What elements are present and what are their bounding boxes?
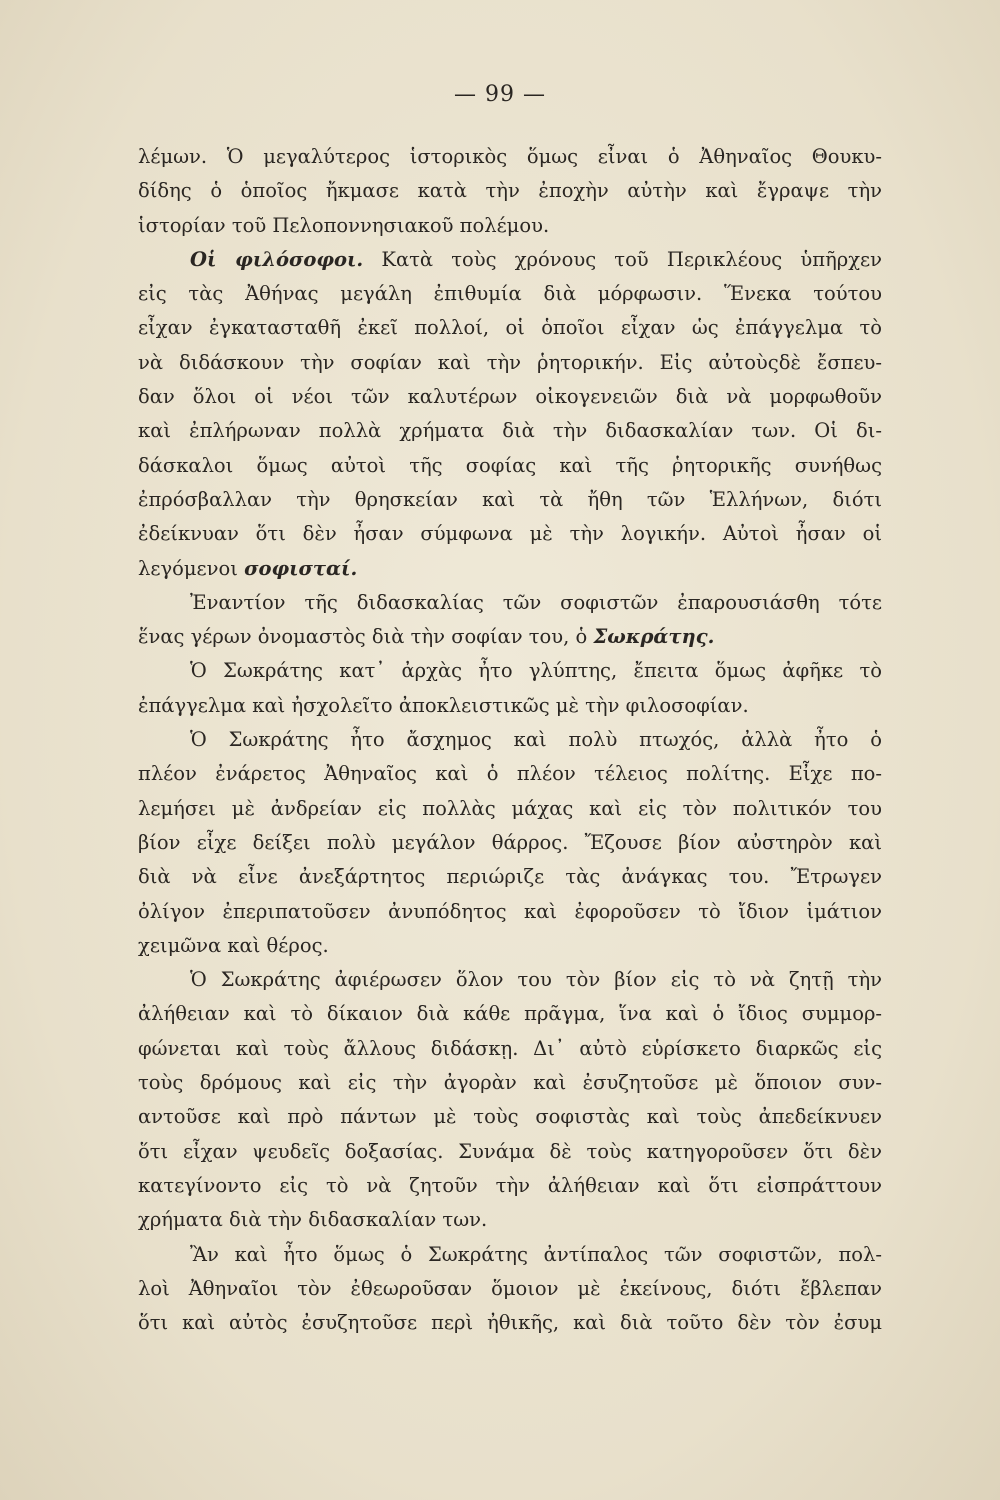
line-text: Ἂν καὶ ἦτο ὅμως ὁ Σωκράτης ἀντίπαλος τῶν σοφιστῶν, πολ- <box>190 1242 882 1266</box>
line-text: ἐπάγγελμα καὶ ἠσχολεῖτο ἀποκλειστικῶς μὲ τὴν φιλοσοφίαν. <box>138 693 749 717</box>
text-line <box>138 586 882 620</box>
line-text: λεγόμενοι <box>138 556 245 580</box>
text-line <box>138 1032 882 1066</box>
emphasis-term: Σωκράτης. <box>593 625 715 649</box>
line-text: κατεγίνοντο εἰς τὸ νὰ ζητοῦν τὴν ἀλήθειαν καὶ ὅτι εἰσπράττουν <box>138 1173 882 1197</box>
line-text: καὶ ἐπλήρωναν πολλὰ χρήματα διὰ τὴν διδασκαλίαν των. Οἱ δι- <box>138 419 882 443</box>
line-text: Ὁ Σωκράτης κατ᾽ ἀρχὰς ἦτο γλύπτης, ἔπειτα ὅμως ἀφῆκε τὸ <box>190 659 882 683</box>
line-text: νὰ διδάσκουν τὴν σοφίαν καὶ τὴν ῥητορικήν. Εἰς αὐτοὺςδὲ ἔσπευ- <box>138 350 882 374</box>
line-text: Κατὰ τοὺς χρόνους τοῦ Περικλέους ὑπῆρχεν <box>363 247 882 271</box>
line-text: ἐπρόσβαλλαν τὴν θρησκείαν καὶ τὰ ἤθη τῶν Ἑλλήνων, διότι <box>138 487 882 511</box>
text-line <box>138 860 882 894</box>
text-line <box>138 1238 882 1272</box>
line-text: δαν ὅλοι οἱ νέοι τῶν καλυτέρων οἰκογενειῶν διὰ νὰ μορφωθοῦν <box>138 385 882 409</box>
text-line <box>138 620 882 654</box>
text-line <box>138 792 882 826</box>
line-text: ὀλίγον ἐπεριπατοῦσεν ἀνυπόδητος καὶ ἐφοροῦσεν τὸ ἴδιον ἱμάτιον <box>138 899 882 923</box>
line-text: εἶχαν ἐγκατασταθῆ ἐκεῖ πολλοί, οἱ ὁποῖοι εἶχαν ὡς ἐπάγγελμα τὸ <box>138 316 882 340</box>
line-text: φώνεται καὶ τοὺς ἄλλους διδάσκῃ. Δι᾽ αὐτὸ εὑρίσκετο διαρκῶς εἰς <box>138 1036 882 1060</box>
section-heading: Οἱ φιλόσοφοι. <box>190 247 364 271</box>
line-text: διὰ νὰ εἶνε ἀνεξάρτητος περιώριζε τὰς ἀνάγκας του. Ἔτρωγεν <box>138 865 882 889</box>
text-line <box>138 277 882 311</box>
line-text: ἕνας γέρων ὀνομαστὸς διὰ τὴν σοφίαν του, ὁ <box>138 625 594 649</box>
text-line <box>138 1306 882 1340</box>
line-text: δάσκαλοι ὅμως αὐτοὶ τῆς σοφίας καὶ τῆς ῥητορικῆς συνήθως <box>138 453 882 477</box>
text-line <box>138 895 882 929</box>
line-text: αντοῦσε καὶ πρὸ πάντων μὲ τοὺς σοφιστὰς καὶ τοὺς ἀπεδείκνυεν <box>138 1105 882 1129</box>
text-line <box>138 346 882 380</box>
text-line <box>138 1100 882 1134</box>
text-line <box>138 1169 882 1203</box>
line-text: Ὁ Σωκράτης ἦτο ἄσχημος καὶ πολὺ πτωχός, ἀλλὰ ἦτο ὁ <box>190 728 882 752</box>
text-line <box>138 483 882 517</box>
line-text: λοὶ Ἀθηναῖοι τὸν ἐθεωροῦσαν ὅμοιον μὲ ἐκείνους, διότι ἔβλεπαν <box>138 1276 882 1300</box>
text-line <box>138 654 882 688</box>
line-text: ἀλήθειαν καὶ τὸ δίκαιον διὰ κάθε πρᾶγμα, ἵνα καὶ ὁ ἴδιος συμμορ- <box>138 1002 882 1026</box>
text-line <box>138 1272 882 1306</box>
text-line <box>138 963 882 997</box>
line-text: ἐδείκνυαν ὅτι δὲν ἦσαν σύμφωνα μὲ τὴν λογικήν. Αὐτοὶ ἦσαν οἱ <box>138 522 882 546</box>
text-line <box>138 517 882 551</box>
line-text: δίδης ὁ ὁποῖος ἤκμασε κατὰ τὴν ἐποχὴν αὐτὴν καὶ ἔγραψε τὴν <box>138 179 882 203</box>
text-line <box>138 449 882 483</box>
line-text: λεμήσει μὲ ἀνδρείαν εἰς πολλὰς μάχας καὶ εἰς τὸν πολιτικόν του <box>138 796 882 820</box>
emphasis-term: σοφισταί. <box>244 556 358 580</box>
text-line <box>138 929 882 963</box>
line-text: χειμῶνα καὶ θέρος. <box>138 933 329 957</box>
text-line <box>138 209 882 243</box>
text-line <box>138 243 882 277</box>
line-text: βίον εἶχε δείξει πολὺ μεγάλον θάρρος. Ἔζουσε βίον αὐστηρὸν καὶ <box>138 830 882 854</box>
text-line <box>138 414 882 448</box>
line-text: πλέον ἐνάρετος Ἀθηναῖος καὶ ὁ πλέον τέλειος πολίτης. Εἶχε πο- <box>138 762 882 786</box>
line-text: ὅτι εἶχαν ψευδεῖς δοξασίας. Συνάμα δὲ τοὺς κατηγοροῦσεν ὅτι δὲν <box>138 1139 882 1163</box>
text-line <box>138 689 882 723</box>
line-text: εἰς τὰς Ἀθήνας μεγάλη ἐπιθυμία διὰ μόρφωσιν. Ἕνεκα τούτου <box>138 282 882 306</box>
line-text: ὅτι καὶ αὐτὸς ἐσυζητοῦσε περὶ ἠθικῆς, καὶ διὰ τοῦτο δὲν τὸν ἐσυμ <box>138 1311 882 1335</box>
line-text: λέμων. Ὁ μεγαλύτερος ἱστορικὸς ὅμως εἶναι ὁ Ἀθηναῖος Θουκυ- <box>138 145 882 168</box>
text-line <box>138 174 882 208</box>
text-line <box>138 552 882 586</box>
line-text: Ἐναντίον τῆς διδασκαλίας τῶν σοφιστῶν ἐπαρουσιάσθη τότε <box>190 590 882 614</box>
text-line <box>138 311 882 345</box>
text-line <box>138 757 882 791</box>
text-line <box>138 1066 882 1100</box>
text-line <box>138 1203 882 1237</box>
text-line <box>138 723 882 757</box>
line-text: Ὁ Σωκράτης ἀφιέρωσεν ὅλον του τὸν βίον εἰς τὸ νὰ ζητῇ τὴν <box>190 968 882 992</box>
text-line <box>138 140 882 174</box>
text-line <box>138 380 882 414</box>
line-text: τοὺς δρόμους καὶ εἰς τὴν ἀγορὰν καὶ ἐσυζητοῦσε μὲ ὅποιον συν- <box>138 1071 882 1095</box>
text-line <box>138 997 882 1031</box>
body-text <box>138 140 882 1340</box>
line-text: χρήματα διὰ τὴν διδασκαλίαν των. <box>138 1208 488 1232</box>
page-number: — 99 — <box>454 82 546 107</box>
text-line <box>138 826 882 860</box>
text-line <box>138 1135 882 1169</box>
line-text: ἱστορίαν τοῦ Πελοποννησιακοῦ πολέμου. <box>138 213 550 237</box>
